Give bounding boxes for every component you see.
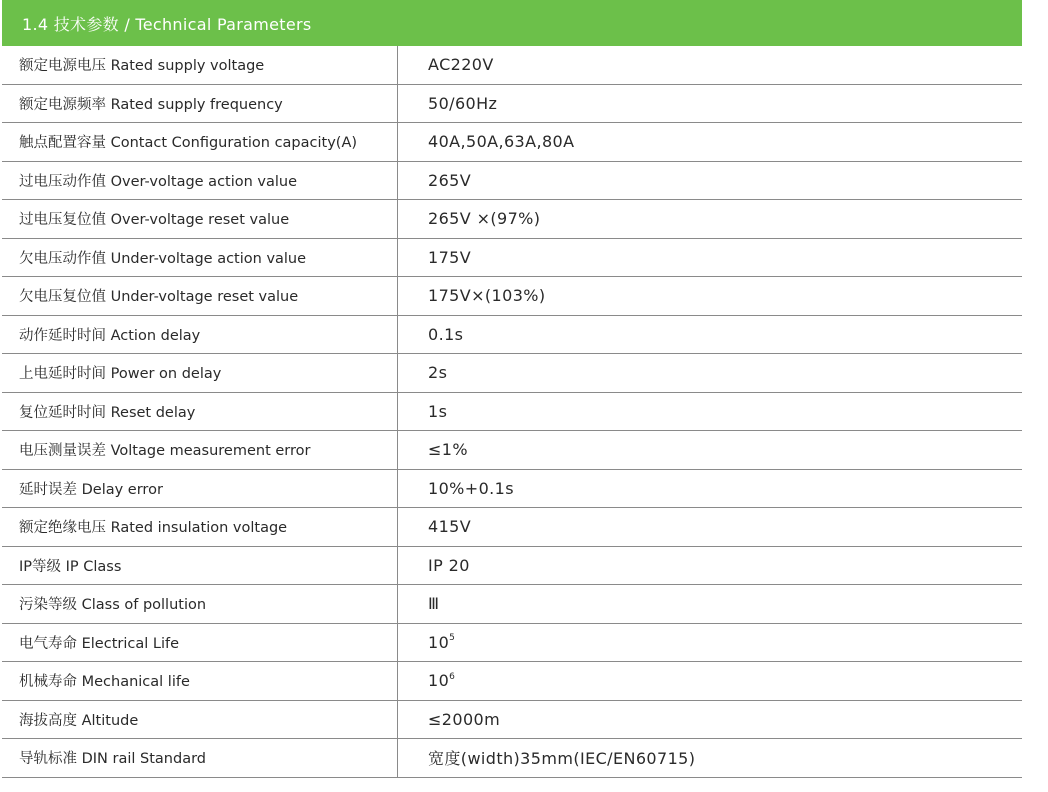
table-row <box>2 200 1022 239</box>
parameter-value-text: 175V×(103%) <box>428 286 546 306</box>
parameter-label: 复位延时时间 Reset delay <box>2 393 398 431</box>
parameter-label: 电压测量误差 Voltage measurement error <box>2 431 398 469</box>
table-title: 1.4 技术参数 / Technical Parameters <box>22 14 312 34</box>
parameter-label: 海拔高度 Altitude <box>2 701 398 739</box>
parameter-label: 过电压动作值 Over-voltage action value <box>2 162 398 200</box>
parameter-value <box>398 162 1022 200</box>
parameter-value <box>398 431 1022 469</box>
technical-parameters-table <box>2 0 1022 778</box>
table-row <box>2 354 1022 393</box>
parameter-value <box>398 239 1022 277</box>
parameter-value <box>398 85 1022 123</box>
parameter-value <box>398 354 1022 392</box>
table-header <box>2 0 1022 46</box>
parameter-label: IP等级 IP Class <box>2 547 398 585</box>
parameter-label: 过电压复位值 Over-voltage reset value <box>2 200 398 238</box>
table-row <box>2 470 1022 509</box>
parameter-value-text: 10 <box>428 632 450 652</box>
table-row <box>2 547 1022 586</box>
parameter-value <box>398 739 1022 777</box>
exponent: 6 <box>449 671 456 682</box>
table-row <box>2 393 1022 432</box>
parameter-label: 电气寿命 Electrical Life <box>2 624 398 662</box>
table-row <box>2 624 1022 663</box>
parameter-label: 额定电源电压 Rated supply voltage <box>2 46 398 84</box>
parameter-value <box>398 701 1022 739</box>
parameter-value <box>398 200 1022 238</box>
parameter-value <box>398 470 1022 508</box>
table-row <box>2 239 1022 278</box>
parameter-value <box>398 277 1022 315</box>
parameter-label: 延时误差 Delay error <box>2 470 398 508</box>
parameter-label: 上电延时时间 Power on delay <box>2 354 398 392</box>
table-row <box>2 123 1022 162</box>
parameter-label: 欠电压动作值 Under-voltage action value <box>2 239 398 277</box>
parameter-label: 触点配置容量 Contact Configuration capacity(A) <box>2 123 398 161</box>
table-row <box>2 162 1022 201</box>
parameter-label: 导轨标准 DIN rail Standard <box>2 739 398 777</box>
table-row <box>2 46 1022 85</box>
parameter-value-text: 10 <box>428 671 450 691</box>
parameter-value <box>398 316 1022 354</box>
parameter-value <box>398 547 1022 585</box>
parameter-value <box>398 123 1022 161</box>
exponent: 5 <box>449 633 456 644</box>
parameter-value-text: 2s <box>428 363 448 383</box>
parameter-value-text: 宽度(width)35mm(IEC/EN60715) <box>428 749 696 769</box>
parameter-value-text: 265V ×(97%) <box>428 209 541 229</box>
parameter-label: 机械寿命 Mechanical life <box>2 662 398 700</box>
table-row <box>2 508 1022 547</box>
parameter-value-text: 175V <box>428 247 472 267</box>
parameter-value-text: 50/60Hz <box>428 93 498 113</box>
table-row <box>2 585 1022 624</box>
parameter-value <box>398 393 1022 431</box>
parameter-value-text: ≤2000m <box>428 709 501 729</box>
parameter-value-text: 265V <box>428 170 472 190</box>
parameter-value-text: ≤1% <box>428 440 468 460</box>
parameter-value <box>398 46 1022 84</box>
parameter-value-text: IP 20 <box>428 555 470 575</box>
parameter-value-text: Ⅲ <box>428 594 440 614</box>
parameter-label: 污染等级 Class of pollution <box>2 585 398 623</box>
parameter-label: 动作延时时间 Action delay <box>2 316 398 354</box>
parameter-value <box>398 624 1022 662</box>
table-row <box>2 316 1022 355</box>
table-body <box>2 46 1022 778</box>
parameter-value-text: 10%+0.1s <box>428 478 514 498</box>
parameter-value-text: 0.1s <box>428 324 464 344</box>
parameter-label: 额定绝缘电压 Rated insulation voltage <box>2 508 398 546</box>
parameter-value-text: 415V <box>428 517 472 537</box>
table-row <box>2 701 1022 740</box>
parameter-value-text: 40A,50A,63A,80A <box>428 132 575 152</box>
parameter-value <box>398 585 1022 623</box>
parameter-value <box>398 662 1022 700</box>
table-row <box>2 662 1022 701</box>
parameter-value-text: AC220V <box>428 55 494 75</box>
parameter-label: 欠电压复位值 Under-voltage reset value <box>2 277 398 315</box>
table-row <box>2 431 1022 470</box>
table-row <box>2 277 1022 316</box>
parameter-value-text: 1s <box>428 401 448 421</box>
parameter-value <box>398 508 1022 546</box>
parameter-label: 额定电源频率 Rated supply frequency <box>2 85 398 123</box>
table-row <box>2 85 1022 124</box>
table-row <box>2 739 1022 778</box>
